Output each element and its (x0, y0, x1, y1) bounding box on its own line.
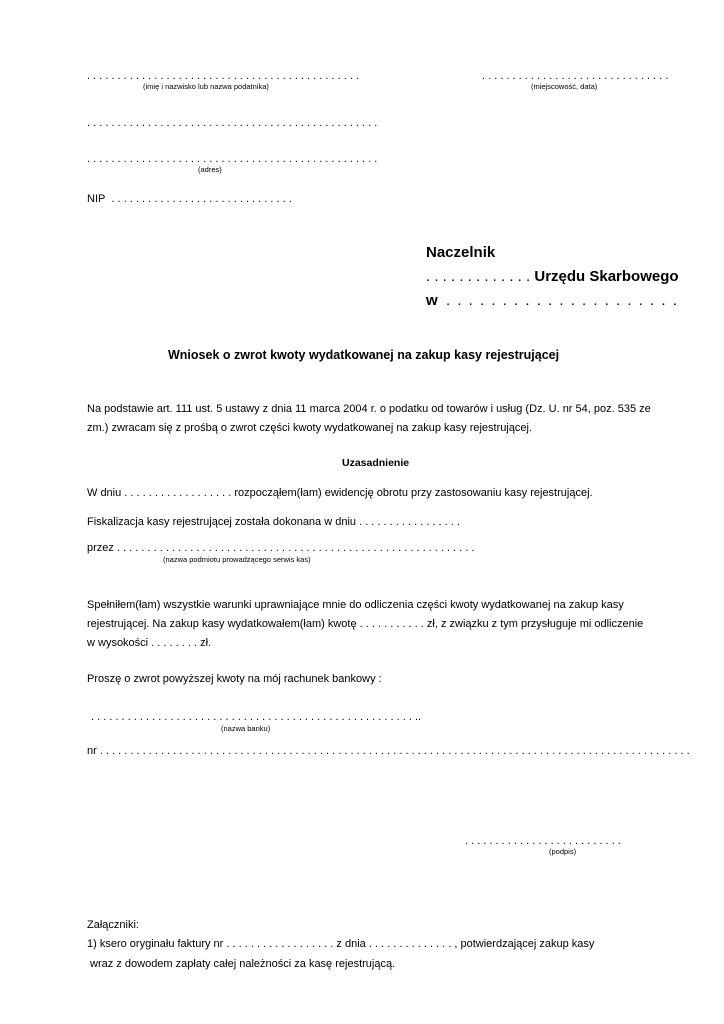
nip-label: NIP (87, 193, 106, 205)
city-prefix: w (426, 292, 438, 309)
justification-line-2[interactable]: Fiskalizacja kasy rejestrującej została dokonana w dniu . . . . . . . . . . . . . . . . . (87, 516, 460, 528)
office-name-dots[interactable]: . . . . . . . . . . . . . (426, 268, 531, 285)
taxpayer-name-line-2[interactable]: . . . . . . . . . . . . . . . . . . . . . . . . . . . . . . . . . . . . . . . . . . . . . . . . (87, 117, 378, 129)
signature-caption: (podpis) (549, 847, 577, 856)
justification-line-1[interactable]: W dniu . . . . . . . . . . . . . . . . . . rozpocząłem(łam) ewidencję obrotu przy zastosowaniu kasy rejestrującej. (87, 487, 593, 499)
address-caption: (adres) (198, 165, 222, 174)
addressee-city (426, 292, 678, 309)
city-dots[interactable]: . . . . . . . . . . . . . . . . . . . . . (446, 292, 679, 309)
nip-dots[interactable]: . . . . . . . . . . . . . . . . . . . . . . . . . . . . . . (111, 193, 292, 205)
document-title: Wniosek o zwrot kwoty wydatkowanej na zakup kasy rejestrującej (168, 348, 560, 362)
bank-name-line[interactable]: . . . . . . . . . . . . . . . . . . . . . . . . . . . . . . . . . . . . . . . . . . . . . . . . . . . . . .. (91, 711, 422, 723)
bank-name-caption: (nazwa banku) (221, 724, 271, 733)
justification-heading: Uzasadnienie (342, 457, 410, 469)
place-date-caption: (miejscowość, data) (531, 82, 598, 91)
attachment-item-1-cont: wraz z dowodem zapłaty całej należności za kasę rejestrującą. (87, 958, 396, 970)
attachment-item-1[interactable]: 1) ksero oryginału faktury nr . . . . . . . . . . . . . . . . . . z dnia . . . . . . . . . . . . . . , potwierdzającej zakup kasy (87, 938, 595, 950)
addressee-office (426, 268, 679, 285)
conditions-line-3[interactable]: w wysokości . . . . . . . . zł. (87, 637, 212, 649)
conditions-line-2[interactable]: rejestrującej. Na zakup kasy wydatkowałem(łam) kwotę . . . . . . . . . . . zł, z związku z tym przysługuje mi odliczenie (87, 618, 644, 630)
taxpayer-name-caption: (imię i nazwisko lub nazwa podatnika) (143, 82, 269, 91)
nip-field[interactable] (87, 193, 292, 205)
intro-line-1: Na podstawie art. 111 ust. 5 ustawy z dnia 11 marca 2004 r. o podatku od towarów i usług (Dz. U. nr 54, poz. 535 ze (87, 403, 651, 415)
conditions-line-1: Spełniłem(łam) wszystkie warunki uprawniające mnie do odliczenia części kwoty wydatkowanej na zakup kasy (87, 599, 624, 611)
intro-line-2: zm.) zwracam się z prośbą o zwrot części kwoty wydatkowanej na zakup kasy rejestrującej. (87, 422, 533, 434)
place-date-line[interactable]: . . . . . . . . . . . . . . . . . . . . . . . . . . . . . . . (482, 70, 669, 82)
bank-request: Proszę o zwrot powyższej kwoty na mój rachunek bankowy : (87, 673, 382, 685)
service-provider-line[interactable]: przez . . . . . . . . . . . . . . . . . . . . . . . . . . . . . . . . . . . . . . . . . . . . . . . . . . . . . . . . . . . (87, 542, 475, 554)
service-provider-caption: (nazwa podmiotu prowadzącego serwis kas) (163, 555, 311, 564)
taxpayer-name-line[interactable]: . . . . . . . . . . . . . . . . . . . . . . . . . . . . . . . . . . . . . . . . . . . . . (87, 70, 359, 82)
office-label: Urzędu Skarbowego (534, 268, 679, 285)
address-line[interactable]: . . . . . . . . . . . . . . . . . . . . . . . . . . . . . . . . . . . . . . . . . . . . . . . . (87, 153, 378, 165)
signature-line[interactable]: . . . . . . . . . . . . . . . . . . . . . . . . . . (465, 835, 621, 847)
attachments-heading: Załączniki: (87, 919, 139, 931)
account-number-line[interactable]: nr . . . . . . . . . . . . . . . . . . . . . . . . . . . . . . . . . . . . . . . . . . . . . . . . . . . . . . . . . . . . . . . . . . . . . . . . . . . . . . . . . . . . . . . . . . . . . . . . . (87, 745, 690, 757)
addressee-title: Naczelnik (426, 244, 496, 261)
